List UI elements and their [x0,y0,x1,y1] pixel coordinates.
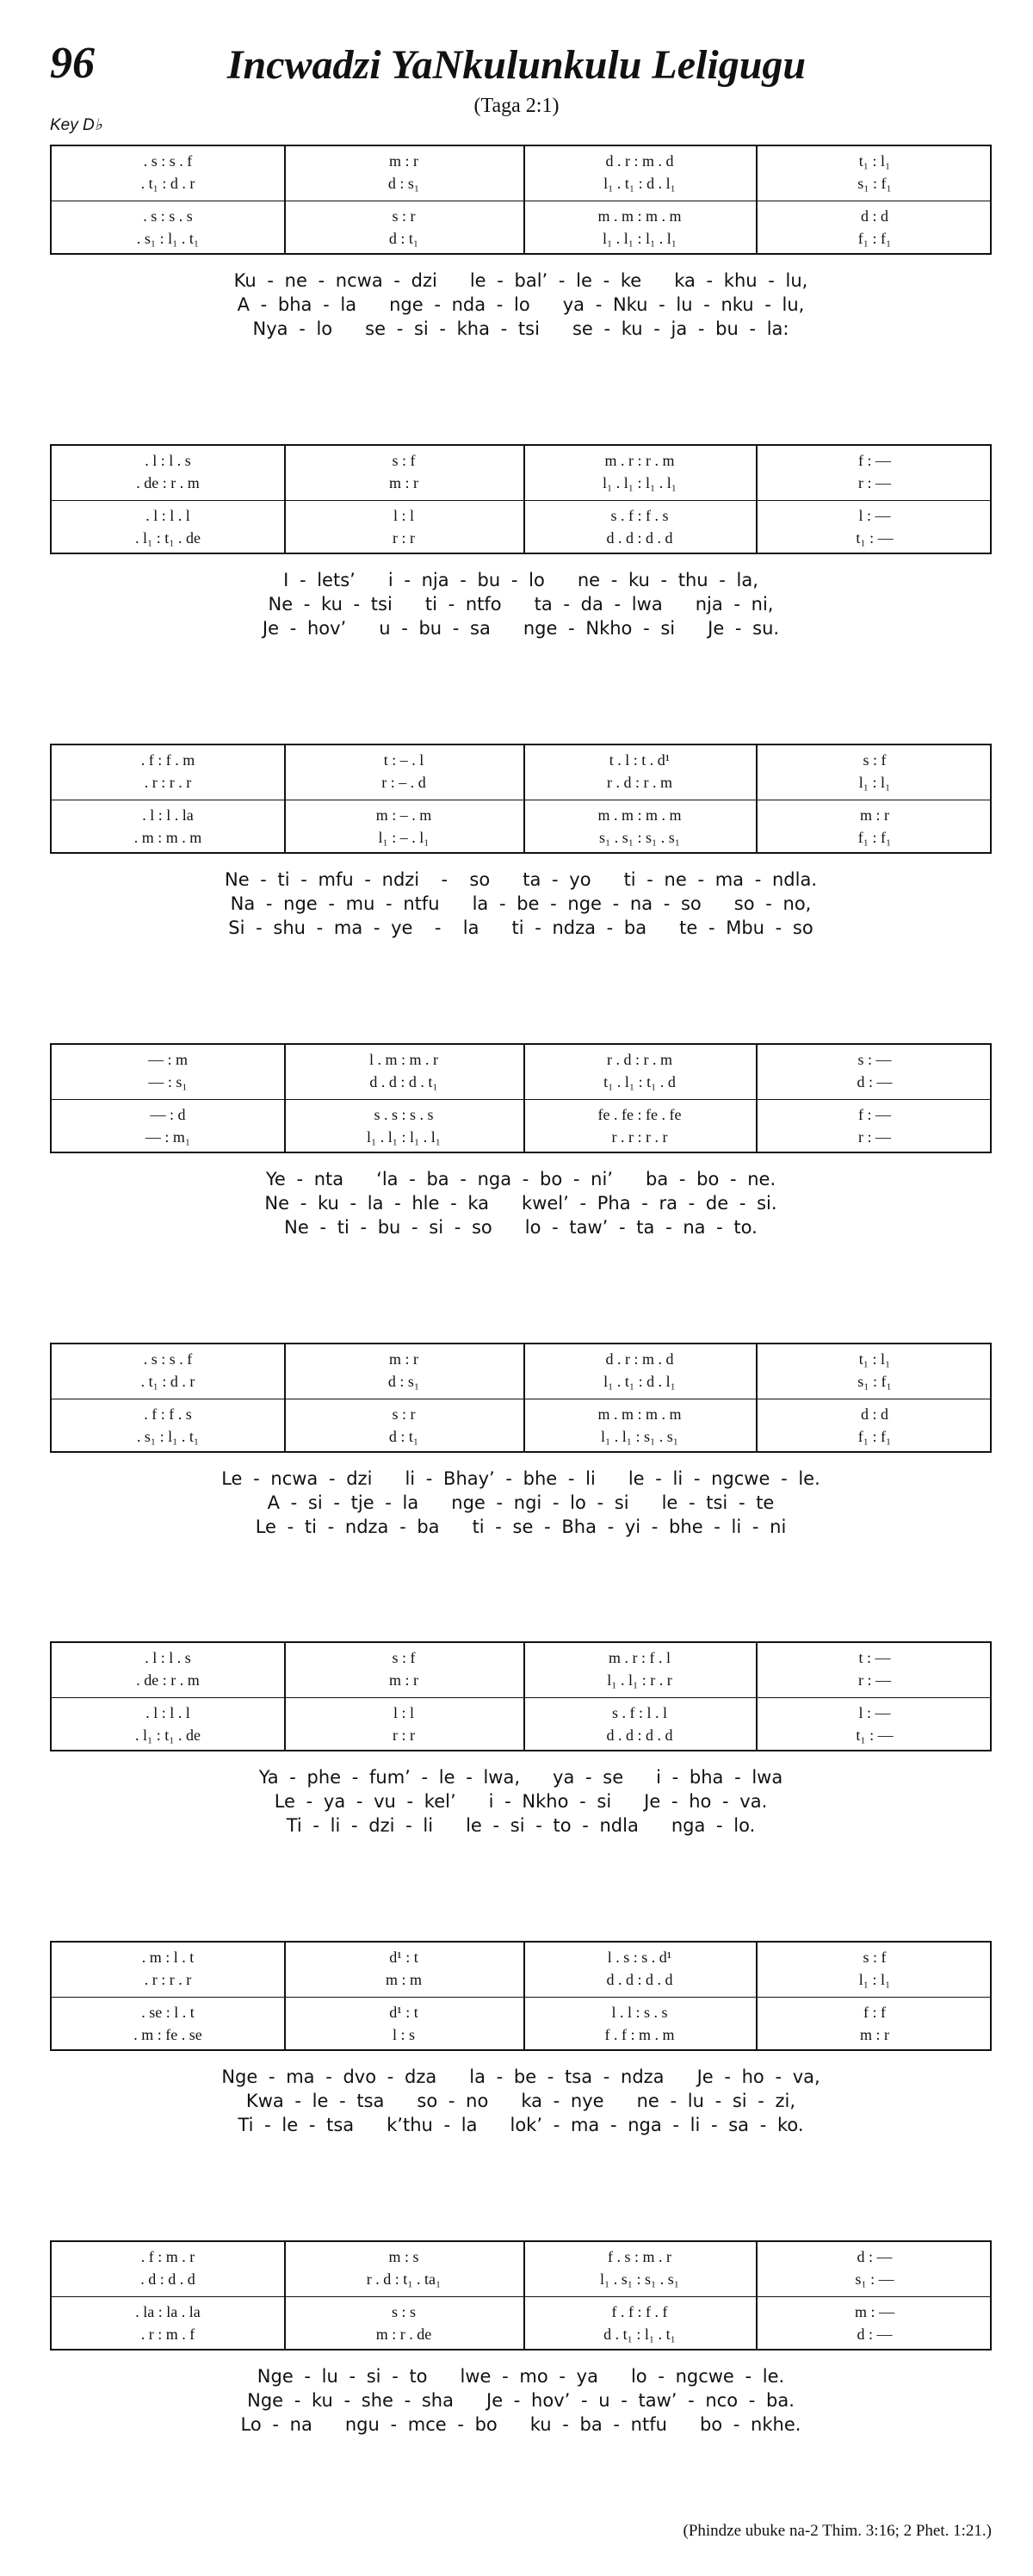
lyric-line: Le - ya - vu - kel’ i - Nkho - si Je - ho - va. [274,1791,768,1812]
measure-cell: r : — [858,1671,891,1689]
measure-cell: d : s₁ [387,1372,420,1390]
lyric-line: Nge - ku - she - sha Je - hov’ - u - taw’ - nco - ba. [247,2390,795,2411]
lyric-line: A - si - tje - la nge - ngi - lo - si le - tsi - te [267,1492,775,1513]
key-signature: Key D♭ [50,116,102,134]
measure-cell: . l : l . l [145,506,190,524]
measure-cell: s . f : l . l [611,1703,667,1721]
solfa-score [50,2240,992,2351]
measure-cell: m : r [860,806,889,824]
voice-row [52,1126,993,1148]
measure-cell: d . d : d . d [606,1970,673,1988]
measure-cell: m . m : m . m [597,1405,682,1423]
voice-row [52,1370,993,1393]
lyric-line: Si - shu - ma - ye - la ti - ndza - ba te - Mbu - so [228,917,813,938]
lyric-line: Ti - le - tsa k’thu - la lok’ - ma - nga - li - sa - ko. [238,2115,804,2135]
measure-cell: . m : l . t [141,1948,195,1966]
measure-cell: m : r [389,151,418,170]
measure-cell: r : r [393,1726,415,1744]
lyrics-block [50,1467,992,1539]
measure-cell: l₁ : l₁ [858,1970,891,1988]
measure-cell: f : — [858,451,891,469]
staff-divider [52,500,990,501]
measure-cell: f : f [863,2003,886,2021]
voice-row [52,1348,993,1370]
measure-cell: s : f [863,1948,887,1966]
lyric-line: Ne - ku - la - hle - ka kwel’ - Pha - ra - de - si. [264,1193,777,1214]
measure-cell: l₁ . t₁ : d . l₁ [603,174,676,192]
voice-row [52,2268,993,2290]
measure-cell: m . m : m . m [597,207,682,225]
measure-cell: l₁ . l₁ : l₁ . l₁ [602,473,677,491]
voice-row [52,1669,993,1691]
voice-row [52,2246,993,2268]
measure-cell: s : — [857,1050,892,1068]
lyrics-block [50,1765,992,1838]
lyric-line: Nya - lo se - si - kha - tsi se - ku - ja - bu - la: [252,318,789,339]
measure-cell: d : t₁ [388,1427,419,1445]
voice-row [52,1646,993,1669]
measure-cell: t₁ : l₁ [858,151,891,170]
measure-cell: l . m : m . r [369,1050,438,1068]
lyrics-block [50,868,992,940]
solfa-score [50,1343,992,1453]
measure-cell: . l : l . s [145,1648,191,1666]
lyric-line: Le - ncwa - dzi li - Bhay’ - bhe - li le - li - ngcwe - le. [221,1468,820,1489]
measure-cell: t : — [858,1648,891,1666]
measure-cell: . l : l . la [142,806,194,824]
measure-cell: . s : s . f [143,1350,193,1368]
measure-cell: t₁ . l₁ : t₁ . d [603,1072,676,1090]
measure-cell: — : m [147,1050,188,1068]
measure-cell: — : d [150,1105,186,1123]
measure-cell: l : — [858,506,891,524]
measure-cell: l . s : s . d¹ [607,1948,672,1966]
measure-cell: f₁ : f₁ [857,229,892,247]
measure-cell: . f : m . r [140,2247,195,2265]
voice-row [52,771,993,794]
measure-cell: r . d : t₁ . ta₁ [366,2270,442,2288]
measure-cell: d . r : m . d [605,151,674,170]
measure-cell: d : d [860,1405,888,1423]
lyric-line: Ne - ku - tsi ti - ntfo ta - da - lwa nja - ni, [268,594,774,615]
measure-cell: s . s : s . s [374,1105,434,1123]
measure-cell: l₁ : l₁ [858,773,891,791]
voice-row [52,1702,993,1724]
measure-cell: s₁ : — [855,2270,894,2288]
solfa-score [50,1941,992,2051]
voice-row [52,1425,993,1448]
lyric-line: Je - hov’ u - bu - sa nge - Nkho - si Je - su. [262,618,780,639]
measure-cell: t : – . l [383,751,424,769]
solfa-score [50,1641,992,1751]
measure-cell: d . d : d . d [606,528,673,547]
measure-cell: . s : s . s [143,207,193,225]
measure-cell: f . s : m . r [608,2247,671,2265]
measure-cell: l₁ . s₁ : s₁ . s₁ [599,2270,680,2288]
measure-cell: r . d : r . m [607,773,672,791]
measure-cell: fe . fe : fe . fe [597,1105,682,1123]
measure-cell: l₁ . t₁ : d . l₁ [603,1372,676,1390]
measure-cell: . r : r . r [144,1970,192,1988]
measure-cell: . m : fe . se [133,2025,202,2043]
measure-cell: s . f : f . s [610,506,669,524]
measure-cell: d : s₁ [387,174,420,192]
voice-row [52,1048,993,1071]
measure-cell: . de : r . m [136,473,200,491]
lyrics-block [50,1167,992,1239]
measure-cell: s : r [392,1405,416,1423]
measure-cell: s₁ : f₁ [857,1372,892,1390]
measure-cell: l₁ . l₁ : l₁ . l₁ [602,229,677,247]
voice-row [52,527,993,549]
voice-row [52,1968,993,1991]
measure-cell: . s₁ : l₁ . t₁ [136,229,200,247]
measure-cell: — : m₁ [145,1127,191,1146]
solfa-score [50,744,992,854]
measure-cell: m . r : r . m [604,451,675,469]
measure-cell: . f : f . s [144,1405,192,1423]
lyrics-block [50,2364,992,2437]
measure-cell: s : r [392,207,416,225]
measure-cell: f₁ : f₁ [857,1427,892,1445]
measure-cell: t . l : t . d¹ [609,751,671,769]
measure-cell: f₁ : f₁ [857,828,892,846]
measure-cell: r : – . d [381,773,426,791]
measure-cell: m : r . de [375,2325,432,2343]
staff-divider [52,2296,990,2297]
measure-cell: l₁ : – . l₁ [378,828,430,846]
lyric-line: Nge - lu - si - to lwe - mo - ya lo - ngcwe - le. [257,2366,785,2387]
measure-cell: r : — [858,1127,891,1146]
lyric-line: Ne - ti - bu - si - so lo - taw’ - ta - na - to. [284,1217,758,1238]
measure-cell: r : r [393,528,415,547]
voice-row [52,1071,993,1093]
voice-row [52,2001,993,2023]
voice-row [52,749,993,771]
staff-divider [52,1099,990,1100]
measure-cell: . t₁ : d . r [140,1372,195,1390]
lyrics-block [50,2065,992,2137]
measure-cell: . la : la . la [135,2302,201,2320]
measure-cell: d : d [860,207,888,225]
voice-row [52,2323,993,2345]
measure-cell: m : — [854,2302,894,2320]
measure-cell: m : r [389,1671,418,1689]
measure-cell: . s₁ : l₁ . t₁ [136,1427,200,1445]
voice-row [52,205,993,227]
voice-row [52,826,993,849]
voice-row [52,2301,993,2323]
lyric-line: Nge - ma - dvo - dza la - be - tsa - ndza Je - ho - va, [221,2066,820,2087]
lyric-line: Ti - li - dzi - li le - si - to - ndla nga - lo. [286,1815,756,1836]
measure-cell: d . r : m . d [605,1350,674,1368]
solfa-score [50,444,992,554]
measure-cell: r . r : r . r [611,1127,668,1146]
measure-cell: s₁ : f₁ [857,174,892,192]
lyric-line: I - lets’ i - nja - bu - lo ne - ku - thu - la, [283,570,758,590]
voice-row [52,2023,993,2046]
measure-cell: m : r [389,1350,418,1368]
scripture-reference: (Taga 2:1) [473,95,560,117]
measure-cell: . s : s . f [143,151,193,170]
lyric-line: Lo - na ngu - mce - bo ku - ba - ntfu bo - nkhe. [240,2414,801,2435]
measure-cell: l : — [858,1703,891,1721]
measure-cell: l . l : s . s [611,2003,668,2021]
measure-cell: l₁ . l₁ : s₁ . s₁ [600,1427,679,1445]
voice-row [52,1724,993,1746]
measure-cell: f . f : m . m [604,2025,675,2043]
measure-cell: . f : f . m [140,751,195,769]
voice-row [52,449,993,472]
measure-cell: m : m [385,1970,422,1988]
voice-row [52,227,993,250]
measure-cell: . l : l . l [145,1703,190,1721]
solfa-score [50,1043,992,1153]
lyrics-block [50,568,992,640]
footnote: (Phindze ubuke na-2 Thim. 3:16; 2 Phet. 1:21.) [683,2522,992,2540]
lyric-line: Kwa - le - tsa so - no ka - nye ne - lu - si - zi, [245,2091,796,2111]
staff-divider [52,1697,990,1698]
voice-row [52,804,993,826]
measure-cell: d : t₁ [388,229,419,247]
lyric-line: Le - ti - ndza - ba ti - se - Bha - yi - bhe - li - ni [255,1517,787,1537]
measure-cell: t₁ : — [856,528,894,547]
voice-row [52,1403,993,1425]
lyric-line: Ne - ti - mfu - ndzi - so ta - yo ti - ne - ma - ndla. [225,869,817,890]
measure-cell: d . d : d . d [606,1726,673,1744]
measure-cell: m : s [388,2247,419,2265]
hymn-number: 96 [50,39,95,88]
measure-cell: m : – . m [375,806,432,824]
measure-cell: l : s [392,2025,415,2043]
solfa-score [50,145,992,255]
measure-cell: d¹ : t [389,1948,418,1966]
measure-cell: t₁ : — [856,1726,894,1744]
hymn-title: Incwadzi YaNkulunkulu Leligugu [226,42,807,88]
measure-cell: . l₁ : t₁ . de [134,1726,201,1744]
measure-cell: f . f : f . f [611,2302,668,2320]
measure-cell: . r : m . f [140,2325,195,2343]
measure-cell: l : l [393,1703,414,1721]
staff-divider [52,1997,990,1998]
measure-cell: d : — [857,2247,893,2265]
lyric-line: Ku - ne - ncwa - dzi le - bal’ - le - ke ka - khu - lu, [233,270,808,291]
measure-cell: . l₁ : t₁ . de [134,528,201,547]
measure-cell: s₁ . s₁ : s₁ . s₁ [598,828,681,846]
measure-cell: s : s [391,2302,416,2320]
measure-cell: . l : l . s [145,451,191,469]
voice-row [52,1946,993,1968]
voice-row [52,150,993,172]
measure-cell: — : s₁ [148,1072,188,1090]
measure-cell: m . m : m . m [597,806,682,824]
voice-row [52,504,993,527]
measure-cell: d¹ : t [389,2003,418,2021]
measure-cell: . se : l . t [141,2003,195,2021]
measure-cell: l₁ . l₁ : r . r [607,1671,672,1689]
measure-cell: d : — [857,1072,893,1090]
lyric-line: Ye - nta ‘la - ba - nga - bo - ni’ ba - bo - ne. [265,1169,776,1189]
measure-cell: d . d : d . t₁ [369,1072,438,1090]
measure-cell: . m : m . m [133,828,202,846]
measure-cell: . t₁ : d . r [140,174,195,192]
voice-row [52,172,993,195]
measure-cell: r : — [858,473,891,491]
measure-cell: . de : r . m [136,1671,200,1689]
lyric-line: A - bha - la nge - nda - lo ya - Nku - lu - nku - lu, [237,294,805,315]
voice-row [52,1103,993,1126]
measure-cell: m . r : f . l [609,1648,671,1666]
voice-row [52,472,993,494]
lyric-line: Na - nge - mu - ntfu la - be - nge - na - so so - no, [230,893,812,914]
measure-cell: d . t₁ : l₁ . t₁ [603,2325,676,2343]
measure-cell: m : r [389,473,418,491]
measure-cell: . r : r . r [144,773,192,791]
measure-cell: l₁ . l₁ : l₁ . l₁ [366,1127,442,1146]
measure-cell: m : r [860,2025,889,2043]
measure-cell: d : — [857,2325,893,2343]
measure-cell: s : f [863,751,887,769]
lyrics-block [50,269,992,341]
measure-cell: s : f [392,1648,416,1666]
measure-cell: s : f [392,451,416,469]
lyric-line: Ya - phe - fum’ - le - lwa, ya - se i - bha - lwa [258,1767,783,1788]
measure-cell: t₁ : l₁ [858,1350,891,1368]
measure-cell: l : l [393,506,414,524]
measure-cell: . d : d . d [140,2270,195,2288]
measure-cell: f : — [858,1105,891,1123]
measure-cell: r . d : r . m [607,1050,672,1068]
